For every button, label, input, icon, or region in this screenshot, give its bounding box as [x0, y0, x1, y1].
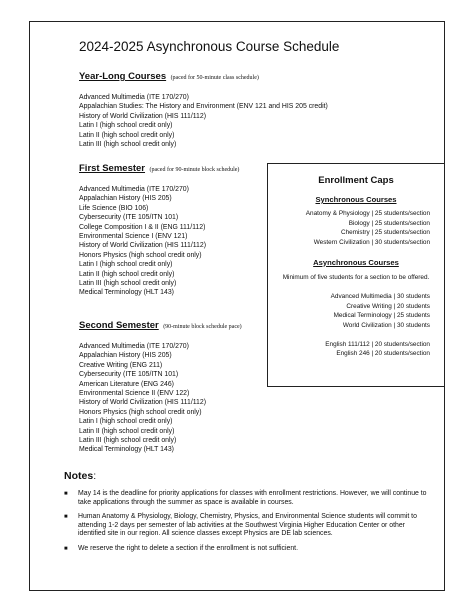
course-item: Appalachian Studies: The History and Environment (ENV 121 and HIS 205 credit) [79, 103, 328, 111]
first-semester-course-list [79, 185, 239, 298]
course-item: American Literature (ENG 246) [79, 380, 174, 388]
sync-caps-list [268, 209, 444, 248]
course-item: Life Science (BIO 106) [79, 204, 149, 212]
second-semester-section [79, 315, 242, 455]
course-item: Latin I (high school credit only) [79, 418, 173, 426]
note-item [64, 490, 430, 507]
course-item: Latin III (high school credit only) [79, 437, 177, 445]
first-semester-heading: First Semester [79, 163, 146, 174]
note-item [64, 545, 430, 554]
course-item: History of World Civilization (HIS 111/112) [79, 242, 207, 250]
second-semester-note: (90-minute block schedule pace) [163, 324, 242, 330]
cap-row: World Civilization | 30 students [342, 321, 430, 329]
course-item: Advanced Multimedia (ITE 170/270) [79, 186, 189, 193]
first-semester-section [79, 158, 239, 298]
course-item: Medical Terminology (HLT 143) [79, 446, 174, 454]
cap-row: Biology | 25 students/section [348, 219, 430, 227]
course-item: Medical Terminology (HLT 143) [79, 289, 174, 297]
bullet-icon: ■ [64, 514, 68, 521]
course-item: History of World Civilization (HIS 111/112) [79, 112, 207, 120]
cap-row: Medical Terminology | 25 students [333, 312, 430, 320]
note-text: We reserve the right to delete a section if the enrollment is not sufficient. [78, 544, 298, 552]
course-item: Honors Physics (high school credit only) [79, 408, 202, 416]
note-text: May 14 is the deadline for priority applications for classes with enrollment restrictions. However, we will continue to take applications through the summer as space is available in courses. [78, 490, 427, 506]
bullet-icon: ■ [64, 545, 68, 552]
course-item: Latin II (high school credit only) [79, 427, 175, 435]
year-long-course-list [79, 93, 328, 149]
enrollment-caps-title: Enrollment Caps [318, 175, 394, 186]
course-item: Environmental Science I (ENV 121) [79, 233, 188, 241]
course-item: Advanced Multimedia (ITE 170/270) [79, 343, 189, 350]
course-item: Latin III (high school credit only) [79, 141, 177, 149]
year-long-header [79, 66, 328, 84]
async-minimum-note: Minimum of five students for a section to be offered. [282, 273, 430, 281]
first-semester-note: (paced for 90-minute block schedule) [149, 167, 240, 173]
note-text: Human Anatomy & Physiology, Biology, Chemistry, Physics, and Environmental Science students will commit to attending 1-2 days per semester of lab activities at the Southwest Virginia Higher Education Center or other identified site in our region. All science classes except Physics are DE lab sciences. [78, 513, 417, 538]
course-item: Advanced Multimedia (ITE 170/270) [79, 94, 189, 101]
course-item: Creative Writing (ENG 211) [79, 361, 163, 369]
year-long-heading: Year-Long Courses [79, 71, 167, 82]
bullet-icon: ■ [64, 491, 68, 497]
course-item: Latin II (high school credit only) [79, 270, 175, 278]
course-item: Latin III (high school credit only) [79, 280, 177, 288]
year-long-section [79, 66, 328, 149]
course-item: Appalachian History (HIS 205) [79, 352, 172, 360]
second-semester-course-list [79, 342, 242, 455]
second-semester-header [79, 315, 242, 333]
cap-row: Anatomy & Physiology | 25 students/section [305, 210, 430, 217]
sync-courses-heading: Synchronous Courses [315, 195, 397, 204]
notes-heading-text: Notes [64, 470, 94, 482]
course-item: Cybersecurity (ITE 105/ITN 101) [79, 214, 179, 222]
course-item: Cybersecurity (ITE 105/ITN 101) [79, 371, 179, 379]
cap-row: English 111/112 | 20 students/section [325, 340, 430, 348]
notes-heading [64, 470, 96, 482]
cap-row: English 246 | 20 students/section [336, 350, 430, 358]
course-item: Environmental Science II (ENV 122) [79, 390, 190, 398]
cap-row: Creative Writing | 20 students [346, 302, 430, 310]
course-item: Latin I (high school credit only) [79, 261, 173, 269]
cap-row: Advanced Multimedia | 30 students [330, 292, 430, 300]
page-title: 2024-2025 Asynchronous Course Schedule [79, 39, 340, 54]
english-caps-list [268, 340, 444, 359]
course-item: Latin II (high school credit only) [79, 131, 175, 139]
cap-row: Chemistry | 25 students/section [340, 229, 430, 237]
course-item: Honors Physics (high school credit only) [79, 251, 202, 259]
course-item: History of World Civilization (HIS 111/112) [79, 399, 207, 407]
course-item: College Composition I & II (ENG 111/112) [79, 223, 206, 231]
year-long-note: (paced for 50-minute class schedule) [170, 75, 259, 81]
first-semester-header [79, 158, 239, 176]
course-item: Appalachian History (HIS 205) [79, 195, 172, 203]
enrollment-caps-box [267, 163, 445, 387]
async-courses-heading: Asynchronous Courses [313, 257, 399, 267]
note-item [64, 513, 430, 539]
async-caps-list [268, 292, 444, 331]
notes-list [64, 490, 430, 560]
notes-heading-colon: : [93, 470, 97, 482]
course-item: Latin I (high school credit only) [79, 122, 173, 130]
second-semester-heading: Second Semester [79, 320, 159, 331]
cap-row: Western Civilization | 30 students/section [313, 239, 430, 247]
